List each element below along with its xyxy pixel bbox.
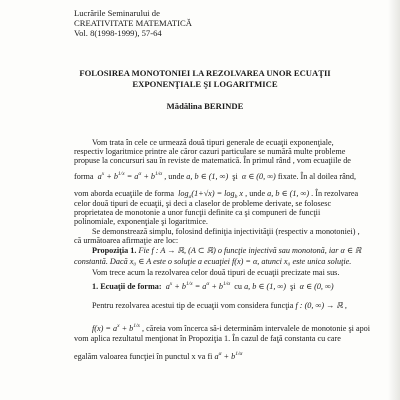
title-line-2: EXPONENŢIALE ŞI LOGARITMICE [132, 78, 278, 89]
body-line: respectiv logaritmice printre ale căror cazuri particulare se numără multe probleme [74, 147, 346, 156]
scan-edge-shadow [388, 0, 400, 400]
equation-line: forma $a^x + b^{1/x} = a^\alpha + b^{1/\alpha}$ , unde a, b ∈ (1, ∞) şi α ∈ (0, ∞) fixate. În al doilea rând, [74, 171, 357, 181]
proposition-1: Propoziţia 1. Fie f : A → ℝ, (A ⊂ ℝ) o funcţie injectivă sau monotonă, iar α ∈ ℝ [92, 246, 362, 255]
header-line-3: Vol. 8(1998-1999), 57-64 [74, 28, 162, 38]
body-line: că următoarea afirmaţie are loc: [74, 236, 179, 245]
section-1-heading: 1. Ecuaţii de forma: $a^x + b^{1/x} = a^\alpha + b^{1/\alpha}$ cu a, b ∈ (1, ∞) şi α ∈ (0, ∞) [92, 281, 334, 291]
body-line: vom aplica rezultatul menţionat în Propoziţia 1. În cazul de faţă constanta cu care [74, 334, 341, 343]
proposition-label: Propoziţia 1. [92, 246, 137, 255]
title-line-1: FOLOSIREA MONOTONIEI LA REZOLVAREA UNOR ECUAŢII [79, 68, 331, 78]
author-name: Mădălina BERINDE [166, 101, 244, 111]
header-line-2: CREATIVITATE MATEMATICĂ [74, 18, 192, 28]
proposition-1-cont: constantă. Dacă x₀ ∈ A este o soluţie a ecuaţiei f(x) = α, atunci x₀ este unica soluţie. [74, 257, 352, 266]
body-line: celor două tipuri de ecuaţii, şi deci a claselor de probleme derivate, se folosesc [74, 199, 332, 208]
condition-ab-2: a, b ∈ (1, ∞) [267, 189, 310, 198]
condition-ab: a, b ∈ (1, ∞) [186, 172, 229, 181]
body-line: proprietatea de monotonie a unor funcţii definite ca şi compuneri de funcţii [74, 208, 321, 217]
header-line-1: Lucrările Seminarului de [74, 8, 160, 18]
body-line: polinomiale, exponenţiale şi logaritmice. [74, 217, 208, 226]
body-line: $f(x) = a^x + b^{1/x}$ , căreia vom încerca să-i determinăm intervalele de monotonie şi apoi [92, 323, 371, 333]
body-line: Se demonstrează simplu, folosind definiţia injectivităţii (respectiv a monotoniei) , [92, 227, 360, 236]
body-line: propuse la concursuri sau în reviste de matematică. În primul rând , vom ecuaţiile de [74, 156, 351, 165]
body-line: egalăm valoarea funcţiei în punctul x va fi $a^\alpha + b^{1/\alpha}$ [74, 351, 243, 361]
journal-header [74, 8, 192, 38]
equation-line: vom aborda ecuaţiile de forma $\log_a(1+√x) = \log_b x$ , unde a, b ∈ (1, ∞) . În rezolvarea [74, 189, 359, 200]
body-line: Vom trata în cele ce urmează două tipuri generale de ecuaţii exponenţiale, [92, 138, 334, 147]
body-line: Vom trece acum la rezolvarea celor două tipuri de ecuaţii precizate mai sus. [92, 268, 340, 277]
condition-alpha: α ∈ (0, ∞) [241, 172, 276, 181]
paper-title [60, 68, 350, 89]
body-line: Pentru rezolvarea acestui tip de ecuaţii vom considera funcţia f : (0, ∞) → ℝ , [92, 301, 347, 310]
